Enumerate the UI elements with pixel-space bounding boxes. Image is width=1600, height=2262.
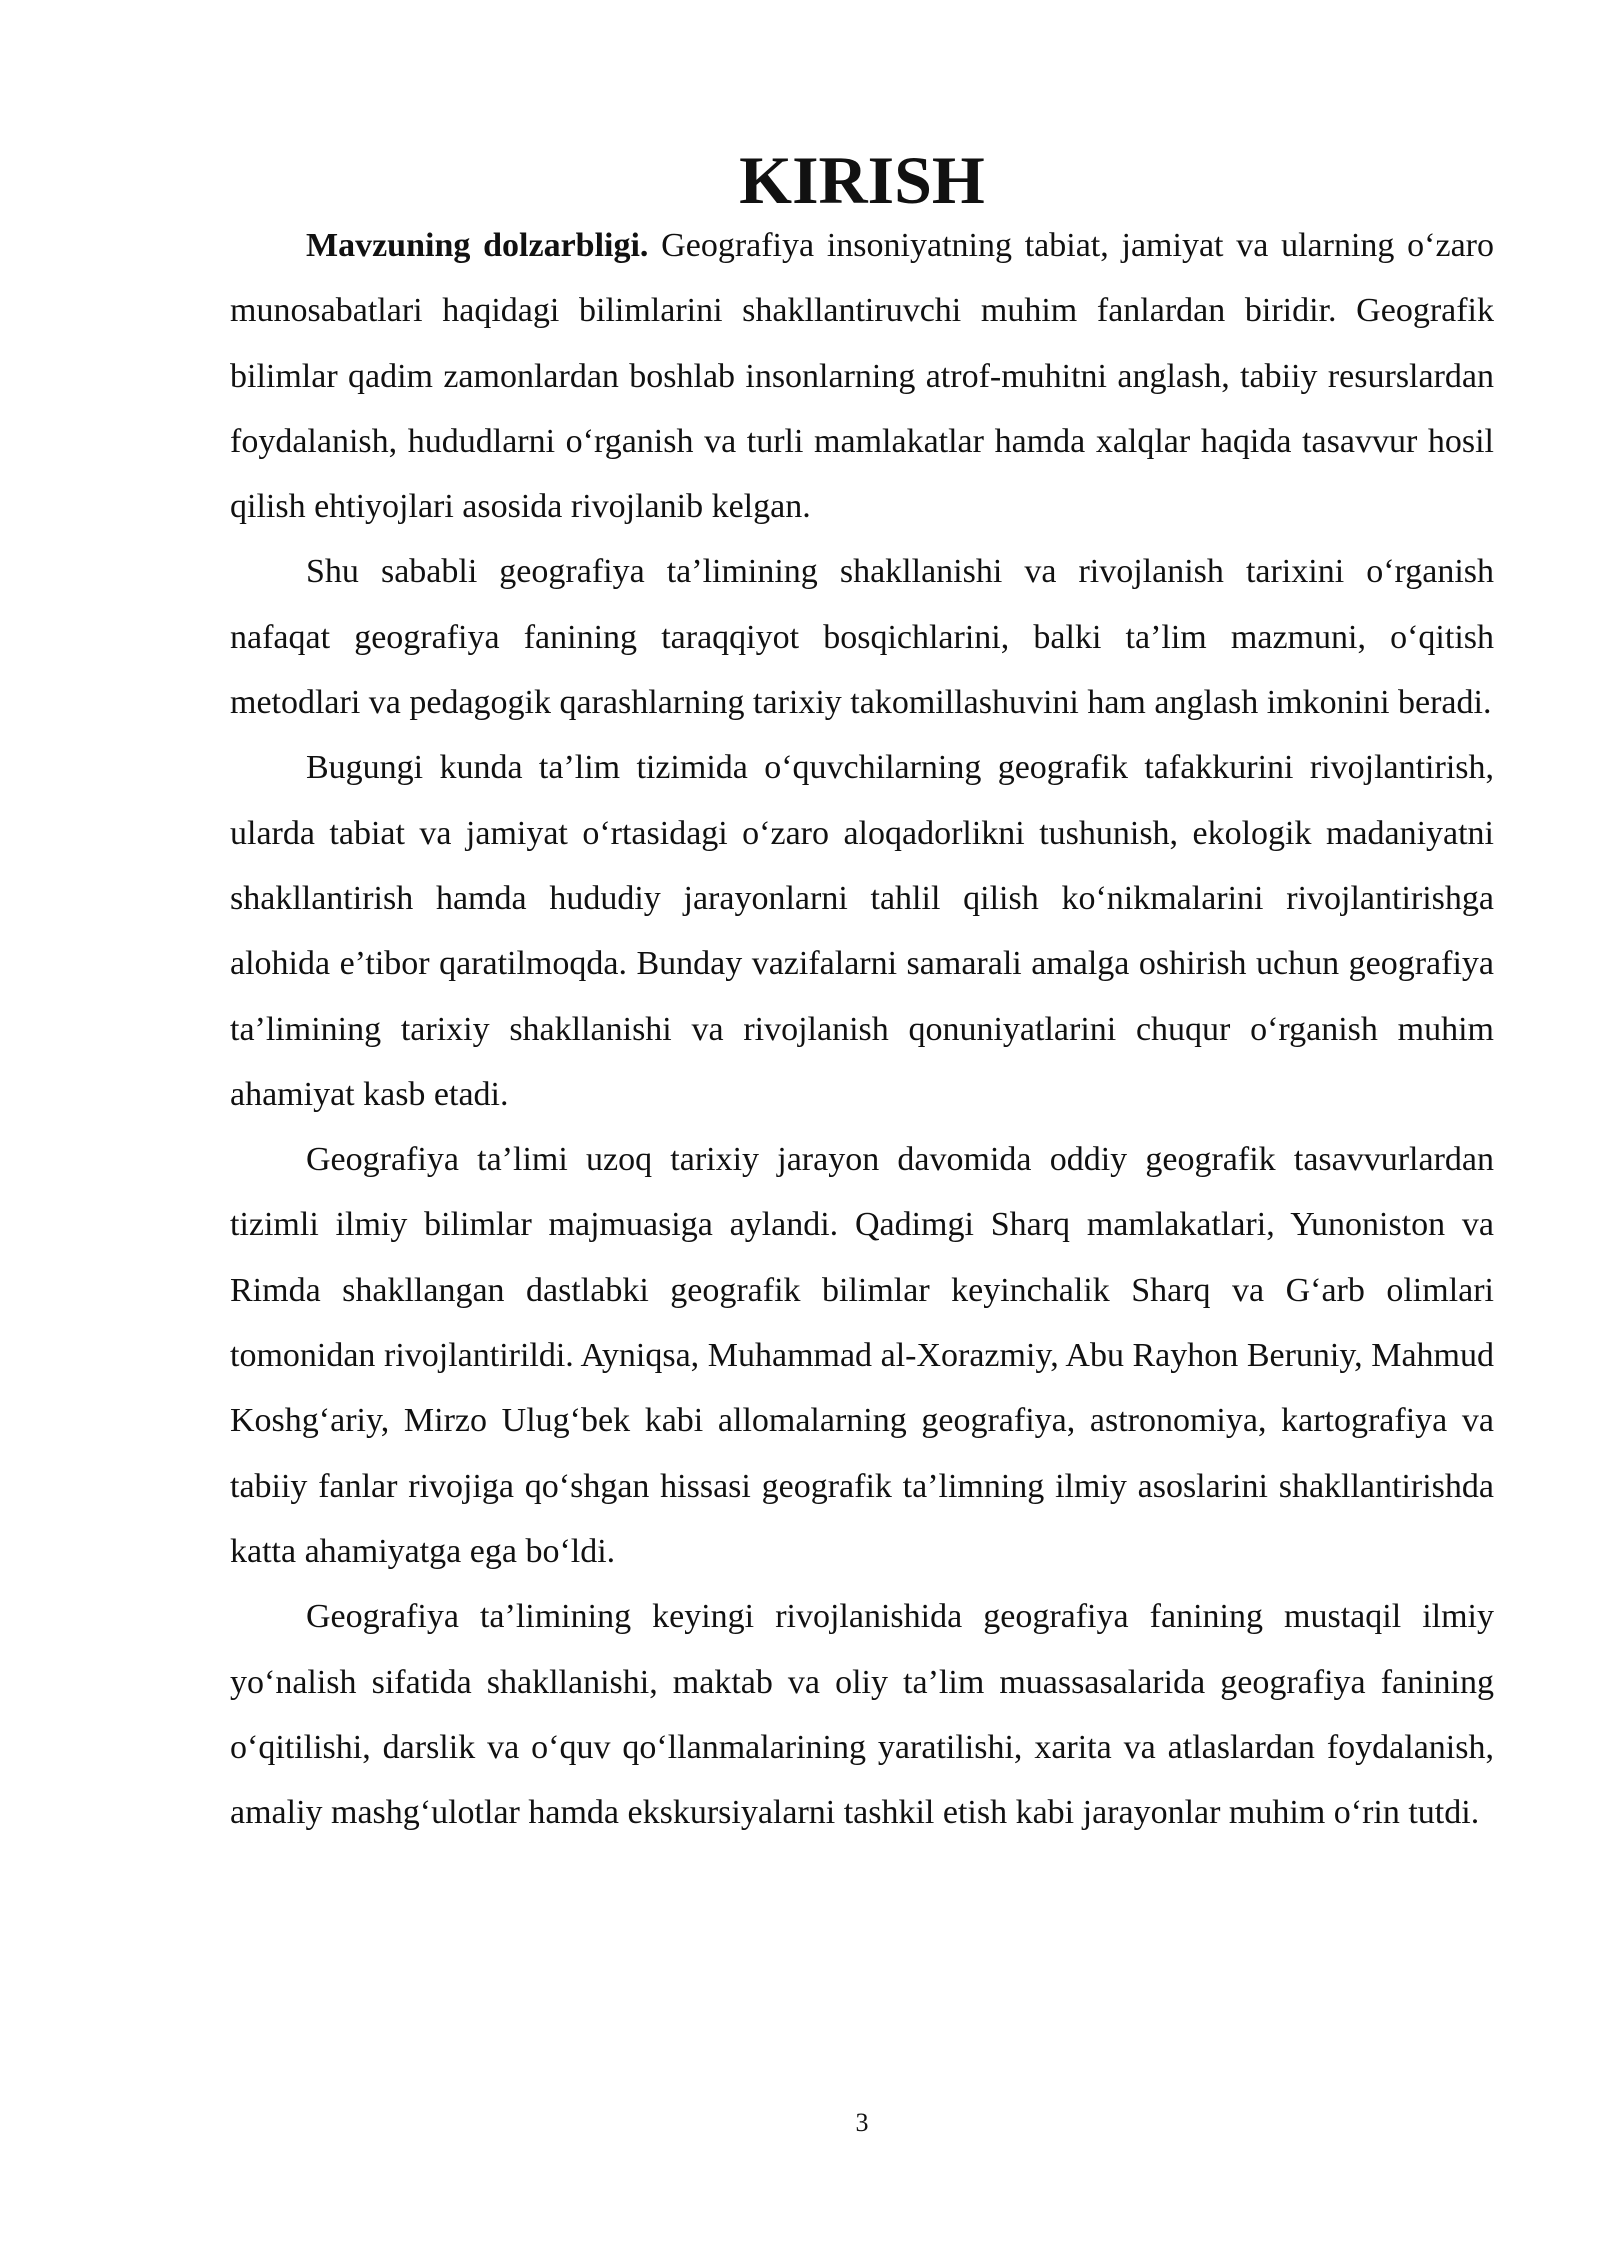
page-body [230, 142, 1494, 1845]
paragraph: Bugungi kunda ta’lim tizimida o‘quvchilarning geografik tafakkurini rivojlantirish, ularda tabiat va jamiyat o‘rtasidagi o‘zaro aloqadorlikni tushunish, ekologik madaniyatni shakllantirish hamda hududiy jarayonlarni tahlil qilish ko‘nikmalarini rivojlantirishga alohida e’tibor qaratilmoqda. Bunday vazifalarni samarali amalga oshirish uchun geografiya ta’limining tarixiy shakllanishi va rivojlanish qonuniyatlarini chuqur o‘rganish muhim ahamiyat kasb etadi. [230, 749, 1494, 1113]
paragraph-lead: Mavzuning dolzarbligi. [306, 227, 649, 264]
paragraph: Shu sababli geografiya ta’limining shakllanishi va rivojlanish tarixini o‘rganish nafaqat geografiya fanining taraqqiyot bosqichlarini, balki ta’lim mazmuni, o‘qitish metodlari va pedagogik qarashlarning tarixiy takomillashuvini ham anglash imkonini beradi. [230, 553, 1494, 722]
paragraph: Geografiya ta’limi uzoq tarixiy jarayon davomida oddiy geografik tasavvurlardan tizimli ilmiy bilimlar majmuasiga aylandi. Qadimgi Sharq mamlakatlari, Yunoniston va Rimda shakllangan dastlabki geografik bilimlar keyinchalik Sharq va G‘arb olimlari tomonidan rivojlantirildi. Ayniqsa, Muhammad al-Xorazmiy, Abu Rayhon Beruniy, Mahmud Koshg‘ariy, Mirzo Ulug‘bek kabi allomalarning geografiya, astronomiya, kartografiya va tabiiy fanlar rivojiga qo‘shgan hissasi geografik ta’limning ilmiy asoslarini shakllantirishda katta ahamiyatga ega bo‘ldi. [230, 1141, 1494, 1570]
page-title: KIRISH [739, 142, 985, 218]
paragraph-text: Geografiya insoniyatning tabiat, jamiyat va ularning o‘zaro munosabatlari haqidagi bilimlarini shakllantiruvchi muhim fanlardan biridir. Geografik bilimlar qadim zamonlardan boshlab insonlarning atrof-muhitni anglash, tabiiy resurslardan foydalanish, hududlarni o‘rganish va turli mamlakatlar hamda xalqlar haqida tasavvur hosil qilish ehtiyojlari asosida rivojlanib kelgan. [230, 227, 1494, 526]
paragraph: Geografiya ta’limining keyingi rivojlanishida geografiya fanining mustaqil ilmiy yo‘nalish sifatida shakllanishi, maktab va oliy ta’lim muassasalarida geografiya fanining o‘qitilishi, darslik va o‘quv qo‘llanmalarining yaratilishi, xarita va atlaslardan foydalanish, amaliy mashg‘ulotlar hamda ekskursiyalarni tashkil etish kabi jarayonlar muhim o‘rin tutdi. [230, 1598, 1494, 1832]
paragraph-relevance [230, 213, 1494, 539]
page-number: 3 [855, 2108, 869, 2137]
